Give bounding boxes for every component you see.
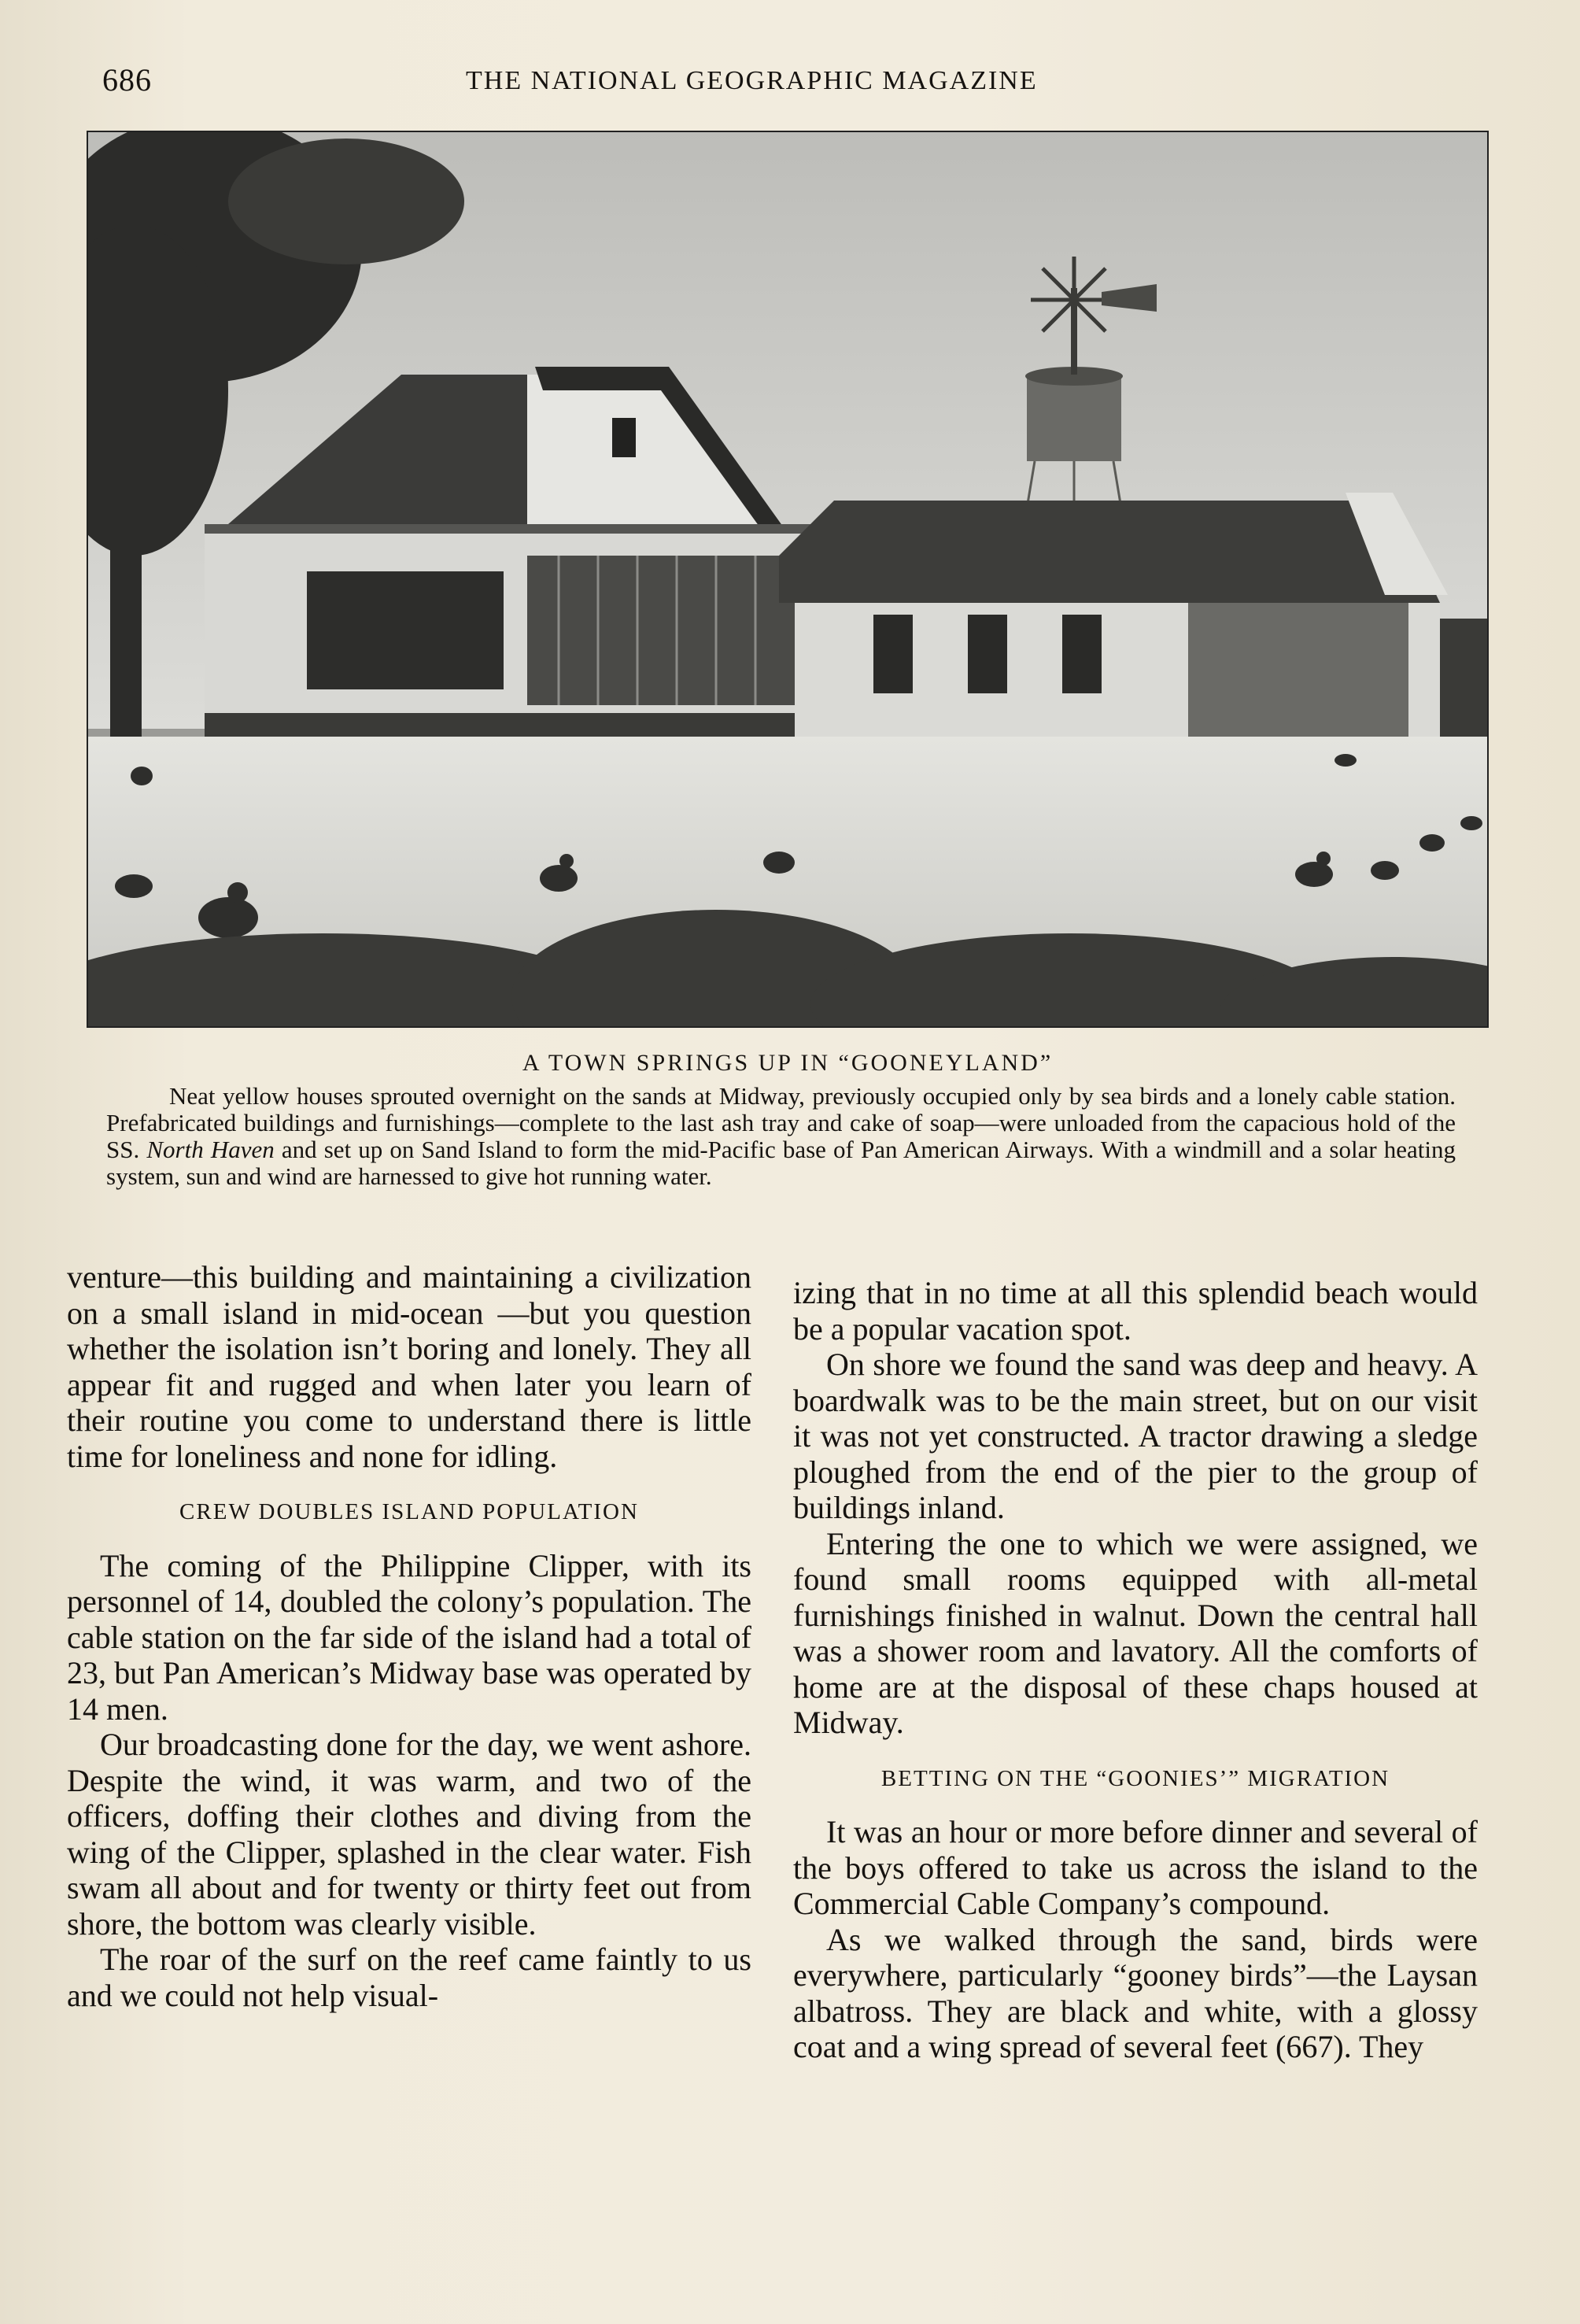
- paragraph: venture—this building and maintaining a civilization on a small island in mid-ocean —but you question whether the isolation isn’t boring and lonely. They all appear fit and rugged and when later you learn of their routine you come to understand there is little time for loneliness and none for idling.: [67, 1259, 751, 1474]
- ship-name: North Haven: [146, 1136, 275, 1163]
- paragraph: The roar of the surf on the reef came faintly to us and we could not help visual-: [67, 1942, 751, 2013]
- paragraph: The coming of the Philippine Clipper, with its personnel of 14, doubled the colony’s population. The cable station on the far side of the island had a total of 23, but Pan American’s Midway base was operated by 14 men.: [67, 1547, 751, 1727]
- paragraph: Our broadcasting done for the day, we went ashore. Despite the wind, it was warm, and two of the officers, doffing their clothes and diving from the wing of the Clipper, splashed in the clear water. Fish swam all about and for twenty or thirty feet out from shore, the bottom was clearly visible.: [67, 1727, 751, 1942]
- magazine-title: THE NATIONAL GEOGRAPHIC MAGAZINE: [466, 66, 1038, 95]
- caption-text-part-2: and set up on Sand Island to form the mid-Pacific base of Pan American Airways. With a windmill and a solar heating system, sun and wind are harnessed to give hot running water.: [106, 1136, 1456, 1190]
- caption-text: [106, 1083, 1456, 1190]
- caption-title: A TOWN SPRINGS UP IN “GOONEYLAND”: [522, 1050, 1054, 1076]
- section-subhead: CREW DOUBLES ISLAND POPULATION: [179, 1499, 639, 1524]
- right-column: [793, 1275, 1478, 2065]
- page-number: 686: [102, 62, 152, 98]
- paragraph: On shore we found the sand was deep and heavy. A boardwalk was to be the main street, but on our visit it was not yet constructed. A tractor drawing a sledge ploughed from the end of the pier to the group of buildings inland.: [793, 1347, 1478, 1525]
- paragraph: izing that in no time at all this splendid beach would be a popular vacation spot.: [793, 1275, 1478, 1347]
- left-column: [67, 1259, 751, 2013]
- section-subhead: BETTING ON THE “GOONIES’” MIGRATION: [880, 1765, 1390, 1791]
- paragraph: It was an hour or more before dinner and several of the boys offered to take us across the island to the Commercial Cable Company’s compound.: [793, 1814, 1478, 1921]
- caption-text-part-1: Neat yellow houses sprouted overnight on the sands at Midway, previously occupied only by sea birds and a lonely cable station. Prefabricated buildings and furnishings—complete to the last ash tray and cake of soap—were unloaded from the capacious hold of the SS.: [106, 1082, 1456, 1163]
- paragraph: As we walked through the sand, birds were everywhere, particularly “gooney birds”—the Laysan albatross. They are black and white, with a glossy coat and a wing spread of several feet (667). They: [793, 1921, 1478, 2064]
- paragraph: Entering the one to which we were assigned, we found small rooms equipped with all-metal furnishings finished in walnut. Down the central hall was a shower room and lavatory. All the comforts of home are at the disposal of these chaps housed at Midway.: [793, 1525, 1478, 1740]
- running-head: [102, 61, 1493, 109]
- midway-photo: [87, 131, 1489, 1028]
- right-building: [779, 493, 1489, 744]
- photo-illustration: [87, 131, 1489, 1028]
